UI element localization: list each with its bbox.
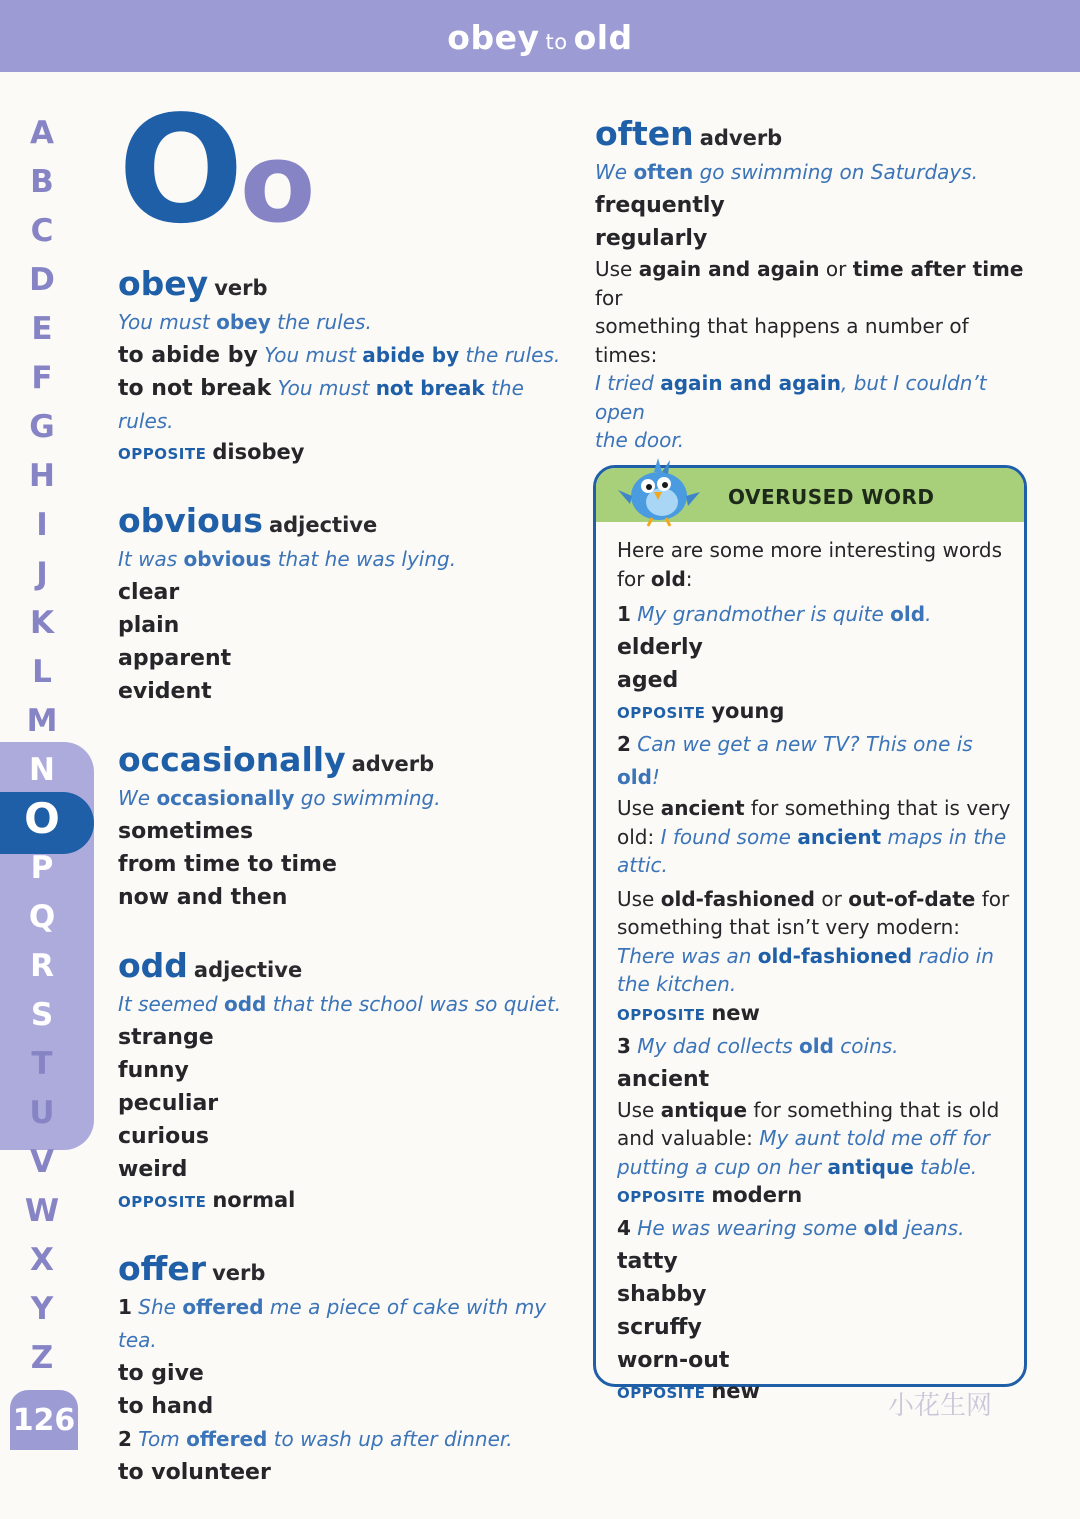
overused-word-content bbox=[617, 536, 1012, 1408]
letter-tab-e[interactable]: E bbox=[31, 311, 53, 347]
entry-often bbox=[595, 112, 1030, 455]
entry-offer bbox=[118, 1247, 568, 1489]
letter-tab-j[interactable]: J bbox=[36, 556, 48, 592]
part-of-speech: adverb bbox=[351, 752, 435, 776]
synonym: funny bbox=[118, 1058, 189, 1083]
headword: obvious bbox=[118, 501, 263, 540]
example-sentence: We often go swimming on Saturdays. bbox=[595, 160, 979, 184]
section-letter-lower: o bbox=[239, 119, 316, 247]
synonym: tatty bbox=[617, 1249, 678, 1274]
letter-tab-v[interactable]: V bbox=[30, 1144, 54, 1180]
part-of-speech: adjective bbox=[268, 513, 378, 537]
synonym: aged bbox=[617, 668, 679, 693]
example-sentence: You must obey the rules. bbox=[118, 310, 372, 334]
synonym: plain bbox=[118, 613, 180, 638]
entry-obvious bbox=[118, 499, 568, 708]
synonym: elderly bbox=[617, 635, 703, 660]
entry-odd bbox=[118, 944, 568, 1217]
synonym: strange bbox=[118, 1025, 214, 1050]
letter-tab-q[interactable]: Q bbox=[28, 899, 56, 935]
headword: offer bbox=[118, 1249, 207, 1288]
opposite: OPPOSITE modern bbox=[617, 1183, 803, 1207]
letter-tab-w[interactable]: W bbox=[24, 1193, 60, 1229]
part-of-speech: adverb bbox=[699, 126, 783, 150]
synonym: scruffy bbox=[617, 1315, 702, 1340]
section-letter-upper: O bbox=[118, 84, 240, 256]
opposite: OPPOSITE new bbox=[617, 1000, 760, 1025]
overused-word-box bbox=[593, 465, 1027, 1403]
sense-example: 2 Can we get a new TV? This one is old! bbox=[617, 732, 973, 789]
synonym: ancient bbox=[617, 1066, 710, 1092]
sense-example: 1 She offered me a piece of cake with my tea. bbox=[118, 1295, 547, 1352]
usage-note: Use antique for something that is old and valuable: My aunt told me off for putting a cup on her antique table. bbox=[617, 1097, 1000, 1179]
letter-tab-o[interactable]: O bbox=[24, 794, 60, 843]
synonym-with-example: to abide by You must abide by the rules. bbox=[118, 343, 561, 368]
letter-tab-s[interactable]: S bbox=[30, 997, 54, 1033]
letter-tab-f[interactable]: F bbox=[31, 360, 53, 396]
synonym: clear bbox=[118, 580, 180, 605]
headword: often bbox=[595, 114, 694, 153]
letter-tab-z[interactable]: Z bbox=[30, 1340, 54, 1376]
section-letter bbox=[118, 84, 316, 256]
page-header bbox=[0, 0, 1080, 72]
synonym: weird bbox=[118, 1157, 188, 1182]
sense-example: 3 My dad collects old coins. bbox=[617, 1033, 899, 1058]
overused-intro: Here are some more interesting words for old: bbox=[617, 538, 1003, 591]
synonym: apparent bbox=[118, 646, 232, 671]
letter-tab-a[interactable]: A bbox=[30, 115, 54, 151]
synonym: frequently bbox=[595, 193, 725, 218]
usage-note: Use again and again or time after time for something that happens a number of times: I tried again and again, but I couldn’t open the door. bbox=[595, 257, 1024, 452]
letter-tab-l[interactable]: L bbox=[32, 654, 52, 690]
letter-tab-u[interactable]: U bbox=[29, 1095, 55, 1131]
letter-tab-n[interactable]: N bbox=[29, 752, 55, 788]
overused-word-title: OVERUSED WORD bbox=[728, 485, 935, 509]
entry-occasionally bbox=[118, 738, 568, 914]
synonym: curious bbox=[118, 1124, 209, 1149]
entry-obey bbox=[118, 262, 568, 469]
letter-tab-r[interactable]: R bbox=[30, 948, 54, 984]
opposite: OPPOSITE young bbox=[617, 699, 785, 723]
example-sentence: It seemed odd that the school was so quiet. bbox=[118, 992, 562, 1016]
synonym: worn-out bbox=[617, 1348, 730, 1373]
sense-example: 4 He was wearing some old jeans. bbox=[617, 1216, 965, 1240]
opposite: OPPOSITE normal bbox=[118, 1188, 296, 1212]
guide-word-first: obey bbox=[447, 18, 540, 57]
synonym: from time to time bbox=[118, 852, 337, 877]
headword: occasionally bbox=[118, 740, 346, 779]
part-of-speech: adjective bbox=[193, 958, 303, 982]
synonym: to give bbox=[118, 1361, 204, 1386]
part-of-speech: verb bbox=[214, 276, 268, 300]
example-sentence: It was obvious that he was lying. bbox=[118, 547, 457, 571]
example-sentence: We occasionally go swimming. bbox=[118, 786, 441, 810]
watermark: 小花生网 bbox=[888, 1391, 993, 1421]
letter-tab-d[interactable]: D bbox=[29, 262, 55, 298]
sense-example: 2 Tom offered to wash up after dinner. bbox=[118, 1427, 513, 1451]
guide-words bbox=[447, 18, 632, 57]
letter-tab-h[interactable]: H bbox=[29, 458, 55, 494]
letter-tab-g[interactable]: G bbox=[29, 409, 55, 445]
synonym: regularly bbox=[595, 226, 708, 251]
letter-tab-m[interactable]: M bbox=[26, 703, 58, 739]
left-column bbox=[118, 262, 568, 1519]
page-number: 126 bbox=[10, 1390, 78, 1450]
synonym: peculiar bbox=[118, 1091, 219, 1116]
synonym: evident bbox=[118, 679, 212, 704]
letter-tab-p[interactable]: P bbox=[30, 850, 54, 886]
letter-tab-t[interactable]: T bbox=[31, 1046, 53, 1082]
letter-tab-x[interactable]: X bbox=[30, 1242, 54, 1278]
letter-tab-b[interactable]: B bbox=[30, 164, 54, 200]
guide-word-last: old bbox=[573, 18, 633, 57]
usage-note: Use old-fashioned or out-of-date for something that isn’t very modern: There was an old-fashioned radio in the kitchen. bbox=[617, 886, 1010, 996]
opposite: OPPOSITE new bbox=[617, 1379, 760, 1403]
alphabet-letters bbox=[0, 112, 84, 1386]
synonym: shabby bbox=[617, 1282, 707, 1307]
synonym-with-example: to not break You must not break the rules. bbox=[118, 376, 524, 433]
letter-tab-k[interactable]: K bbox=[29, 605, 55, 641]
synonym: sometimes bbox=[118, 819, 254, 844]
opposite: OPPOSITE disobey bbox=[118, 440, 305, 464]
letter-tab-y[interactable]: Y bbox=[30, 1291, 54, 1327]
headword: odd bbox=[118, 946, 188, 985]
synonym: now and then bbox=[118, 885, 288, 910]
letter-tab-c[interactable]: C bbox=[30, 213, 54, 249]
part-of-speech: verb bbox=[212, 1261, 266, 1285]
letter-tab-i[interactable]: I bbox=[36, 507, 48, 543]
bird-mascot-icon bbox=[614, 446, 704, 530]
headword: obey bbox=[118, 264, 209, 303]
sense-example: 1 My grandmother is quite old. bbox=[617, 602, 932, 626]
synonym: to hand bbox=[118, 1394, 214, 1419]
guide-word-to: to bbox=[545, 30, 568, 54]
synonym: to volunteer bbox=[118, 1460, 271, 1485]
usage-note: Use ancient for something that is very old: I found some ancient maps in the attic. bbox=[617, 796, 1011, 877]
